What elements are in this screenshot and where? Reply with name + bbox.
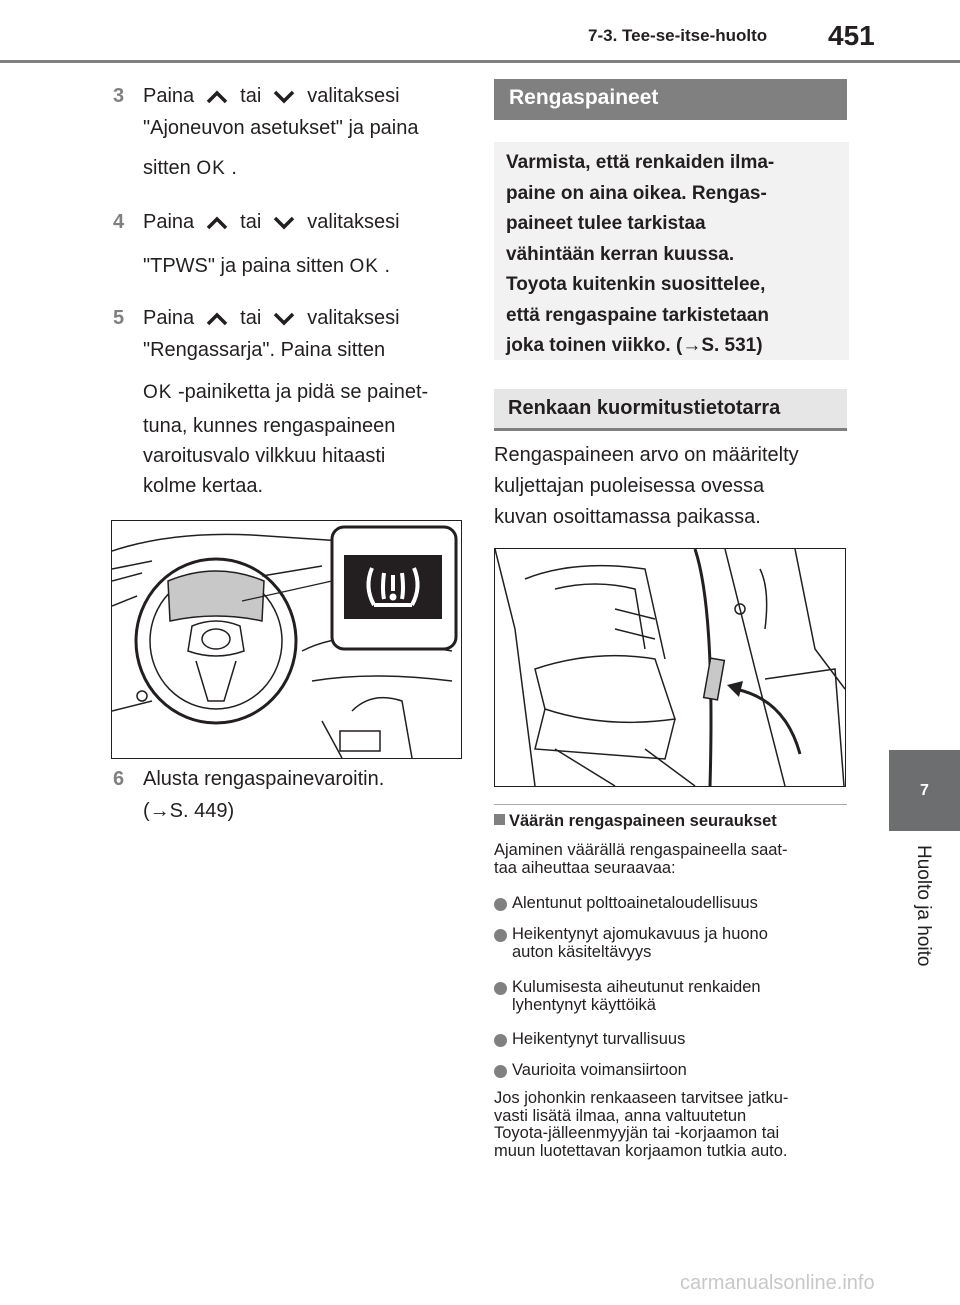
paragraph-line: Rengaspaineen arvo on määritelty	[494, 444, 799, 466]
closing-text	[494, 1090, 854, 1160]
callout-line: että rengaspaine tarkistetaan	[506, 304, 769, 326]
step-punct: .	[231, 157, 237, 179]
step-verb: Paina	[143, 211, 195, 233]
ok-button-label: OK	[349, 256, 379, 277]
tire-label-paragraph	[494, 440, 849, 533]
text-line: Jos johonkin renkaaseen tarvitsee jatku-	[494, 1089, 789, 1107]
tire-pressure-callout	[494, 142, 849, 360]
ok-button-label: OK	[196, 158, 226, 179]
ok-button-label: OK	[143, 382, 173, 403]
step-action: valitaksesi	[307, 307, 400, 329]
bullet-text: Alentunut polttoainetaloudellisuus	[512, 894, 758, 912]
paragraph-line: kuvan osoittamassa paikassa.	[494, 506, 761, 528]
bullet-text: Heikentynyt turvallisuus	[512, 1030, 686, 1048]
square-bullet-icon	[494, 814, 505, 825]
bullet-dot-icon	[494, 1065, 507, 1078]
callout-line: joka toinen viikko. (→S. 531)	[506, 335, 763, 356]
callout-line: paine on aina oikea. Rengas-	[506, 182, 767, 204]
bullet-text: Vaurioita voimansiirtoon	[512, 1061, 687, 1079]
chevron-down-icon	[273, 312, 295, 326]
chevron-down-icon	[273, 90, 295, 104]
step-verb: Paina	[143, 307, 195, 329]
callout-line: vähintään kerran kuussa.	[506, 243, 735, 265]
callout-line: Varmista, että renkaiden ilma-	[506, 152, 775, 173]
bullet-dot-icon	[494, 982, 507, 995]
page-reference[interactable]: (→S. 449)	[143, 800, 235, 822]
subsection-title: Väärän rengaspaineen seuraukset	[509, 812, 777, 830]
callout-line: Toyota kuitenkin suosittelee,	[506, 274, 766, 295]
intro-text	[494, 842, 854, 877]
bullet-text: Kulumisesta aiheutunut renkaiden	[512, 978, 761, 996]
section-heading-tire-pressure: Rengaspaineet	[494, 79, 847, 120]
step-or: tai	[240, 85, 262, 107]
step-punct: .	[384, 255, 391, 277]
chapter-label	[912, 845, 942, 1045]
bullet-text: auton käsiteltävyys	[512, 942, 652, 961]
bullet-dot-icon	[494, 898, 507, 911]
bullet-dot-icon	[494, 929, 507, 942]
section-heading-tire-label: Renkaan kuormitustietotarra	[494, 389, 847, 431]
step-line: varoitusvalo vilkkuu hitaasti	[143, 445, 386, 467]
step-action: valitaksesi	[307, 211, 400, 233]
chevron-up-icon	[206, 312, 228, 326]
door-label-illustration	[494, 548, 846, 787]
step-line: tuna, kunnes rengaspaineen	[143, 415, 396, 437]
text-line: Toyota-jälleenmyyjän tai -korjaamon tai	[494, 1124, 780, 1142]
door-drawing	[495, 549, 845, 786]
section-title: 7-3. Tee-se-itse-huolto	[588, 26, 768, 45]
header-divider	[0, 60, 960, 63]
step-number: 6	[113, 768, 125, 790]
page-number: 451	[828, 20, 875, 51]
step-or: tai	[240, 307, 262, 329]
text-line: Ajaminen väärällä rengaspaineella saat-	[494, 841, 788, 859]
bullet-dot-icon	[494, 1034, 507, 1047]
text-line: taa aiheuttaa seuraavaa:	[494, 858, 676, 877]
chevron-up-icon	[206, 216, 228, 230]
watermark: carmanualsonline.info	[680, 1272, 875, 1294]
subsection-heading	[494, 812, 777, 831]
step-or: tai	[240, 211, 262, 233]
step-line: "Ajoneuvon asetukset" ja paina	[143, 117, 419, 139]
step-line: sitten	[143, 157, 191, 179]
step-verb: Paina	[143, 85, 195, 107]
callout-line: paineet tulee tarkistaa	[506, 213, 706, 234]
text-line: muun luotettavan korjaamon tutkia auto.	[494, 1141, 788, 1160]
chevron-down-icon	[273, 216, 295, 230]
paragraph-line: kuljettajan puoleisessa ovessa	[494, 475, 765, 497]
dashboard-illustration	[111, 520, 462, 759]
dashboard-drawing	[112, 521, 461, 758]
bullet-text: lyhentynyt käyttöikä	[512, 995, 656, 1014]
step-action: valitaksesi	[307, 85, 400, 107]
step-line: "Rengassarja". Paina sitten	[143, 339, 386, 361]
step-line: "TPWS" ja paina sitten	[143, 255, 344, 277]
chapter-label-text: Huolto ja hoito	[913, 845, 934, 967]
chapter-tab[interactable]: 7	[889, 750, 960, 831]
step-line: kolme kertaa.	[143, 475, 264, 497]
bullet-text: Heikentynyt ajomukavuus ja huono	[512, 925, 768, 943]
step-line: -painiketta ja pidä se painet-	[178, 381, 429, 403]
step-number: 4	[113, 211, 125, 233]
chevron-up-icon	[206, 90, 228, 104]
subsection-divider	[494, 804, 847, 805]
step-number: 3	[113, 85, 125, 107]
step-line: Alusta rengaspainevaroitin.	[143, 768, 385, 790]
step-number: 5	[113, 307, 125, 329]
text-line: vasti lisätä ilmaa, anna valtuutetun	[494, 1106, 747, 1125]
